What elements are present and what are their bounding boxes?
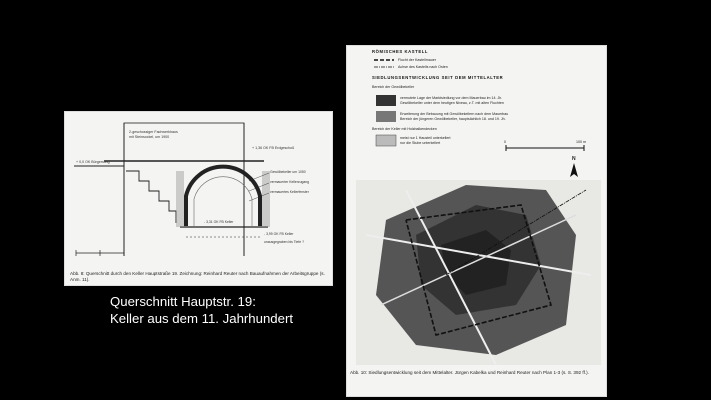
cross-section-figure <box>64 111 333 286</box>
legend-item-expansion-a: Erweiterung der Bebauung mit Gewölbekellern nach dem Mauerbau <box>400 112 509 116</box>
legend-item-timber-b: nur die Stube unterkellert <box>400 141 441 145</box>
slide-caption <box>110 293 293 327</box>
map-area <box>356 180 601 365</box>
legend-item-expansion-b: Bereich der jüngeren Gewölbekeller, hauptsächlich 18. und 19. Jh. <box>400 117 506 121</box>
legend-item-market-a: vermutete Lage der Marktsiedlung vor dem Mauerbau im 14. Jh. <box>400 96 503 100</box>
legend-heading-settlement: SIEDLUNGSENTWICKLUNG SEIT DEM MITTELALTER <box>372 75 504 80</box>
legend-item-timber-a: meist nur 1 Hausteil unterkellert <box>400 136 451 140</box>
cross-section-drawing <box>64 111 333 286</box>
legend-item-axis: Achse des Kastells nach Osten <box>398 65 448 69</box>
label-cellar-note1: Gewölbekeller um 1050 <box>270 170 306 174</box>
left-figure-caption: Abb. 8: Querschnitt durch den Keller Hauptstraße 19. Zeichnung: Reinhard Reuter nach Bauaufnahmen der Arbeitsgruppe (s. Anm. 11). <box>70 271 325 282</box>
label-level-ground: + 1,36 OK FB Erdgeschoß <box>252 146 295 150</box>
label-level-cellar: - 3,31 OK FB Keller <box>204 220 234 224</box>
label-level-bottom: - 3,99 OK FB Keller <box>264 232 294 236</box>
label-cellar-note2: vermauerter Kellerzugang <box>270 180 310 184</box>
label-cellar-note3: vermauertes Kellerfenster <box>270 190 309 194</box>
caption-line-1: Querschnitt Hauptstr. 19: <box>110 294 256 309</box>
label-upper-building: 2-geschossiger Fachwerkhaus <box>129 130 178 134</box>
legend-heading-roman: RÖMISCHES KASTELL <box>372 49 429 54</box>
settlement-map-figure <box>346 45 607 397</box>
legend-subheading-timber: Bereich der Keller mit Holzbalkendecken <box>372 127 437 131</box>
legend-item-market-b: Gewölbekeller unter dem heutigen Niveau, z.T. mit alten Fluchten <box>400 101 504 105</box>
north-arrow-icon: N <box>572 156 576 162</box>
scale-100m: 100 m <box>576 140 586 144</box>
label-level-street: + 0,0 OK Bürgersteig <box>76 160 110 164</box>
caption-line-2: Keller aus dem 11. Jahrhundert <box>110 311 294 326</box>
right-figure-caption: Abb. 10: Siedlungsentwicklung seit dem Mittelalter. Jürgen Kabelka und Reinhard Reuter nach Plan 1-3 (s. S. 392 ff.). <box>350 370 589 375</box>
legend-subheading-vault: Bereich der Gewölbekeller <box>372 85 415 89</box>
label-upper-building-sub: mit Steinsockel, um 1900 <box>129 135 170 139</box>
scale-zero: 0 <box>504 140 506 144</box>
label-undug: unausgegraben bis Tiefe ? <box>264 240 304 244</box>
legend-item-wall: Flucht der Kastellmauer <box>398 58 436 62</box>
